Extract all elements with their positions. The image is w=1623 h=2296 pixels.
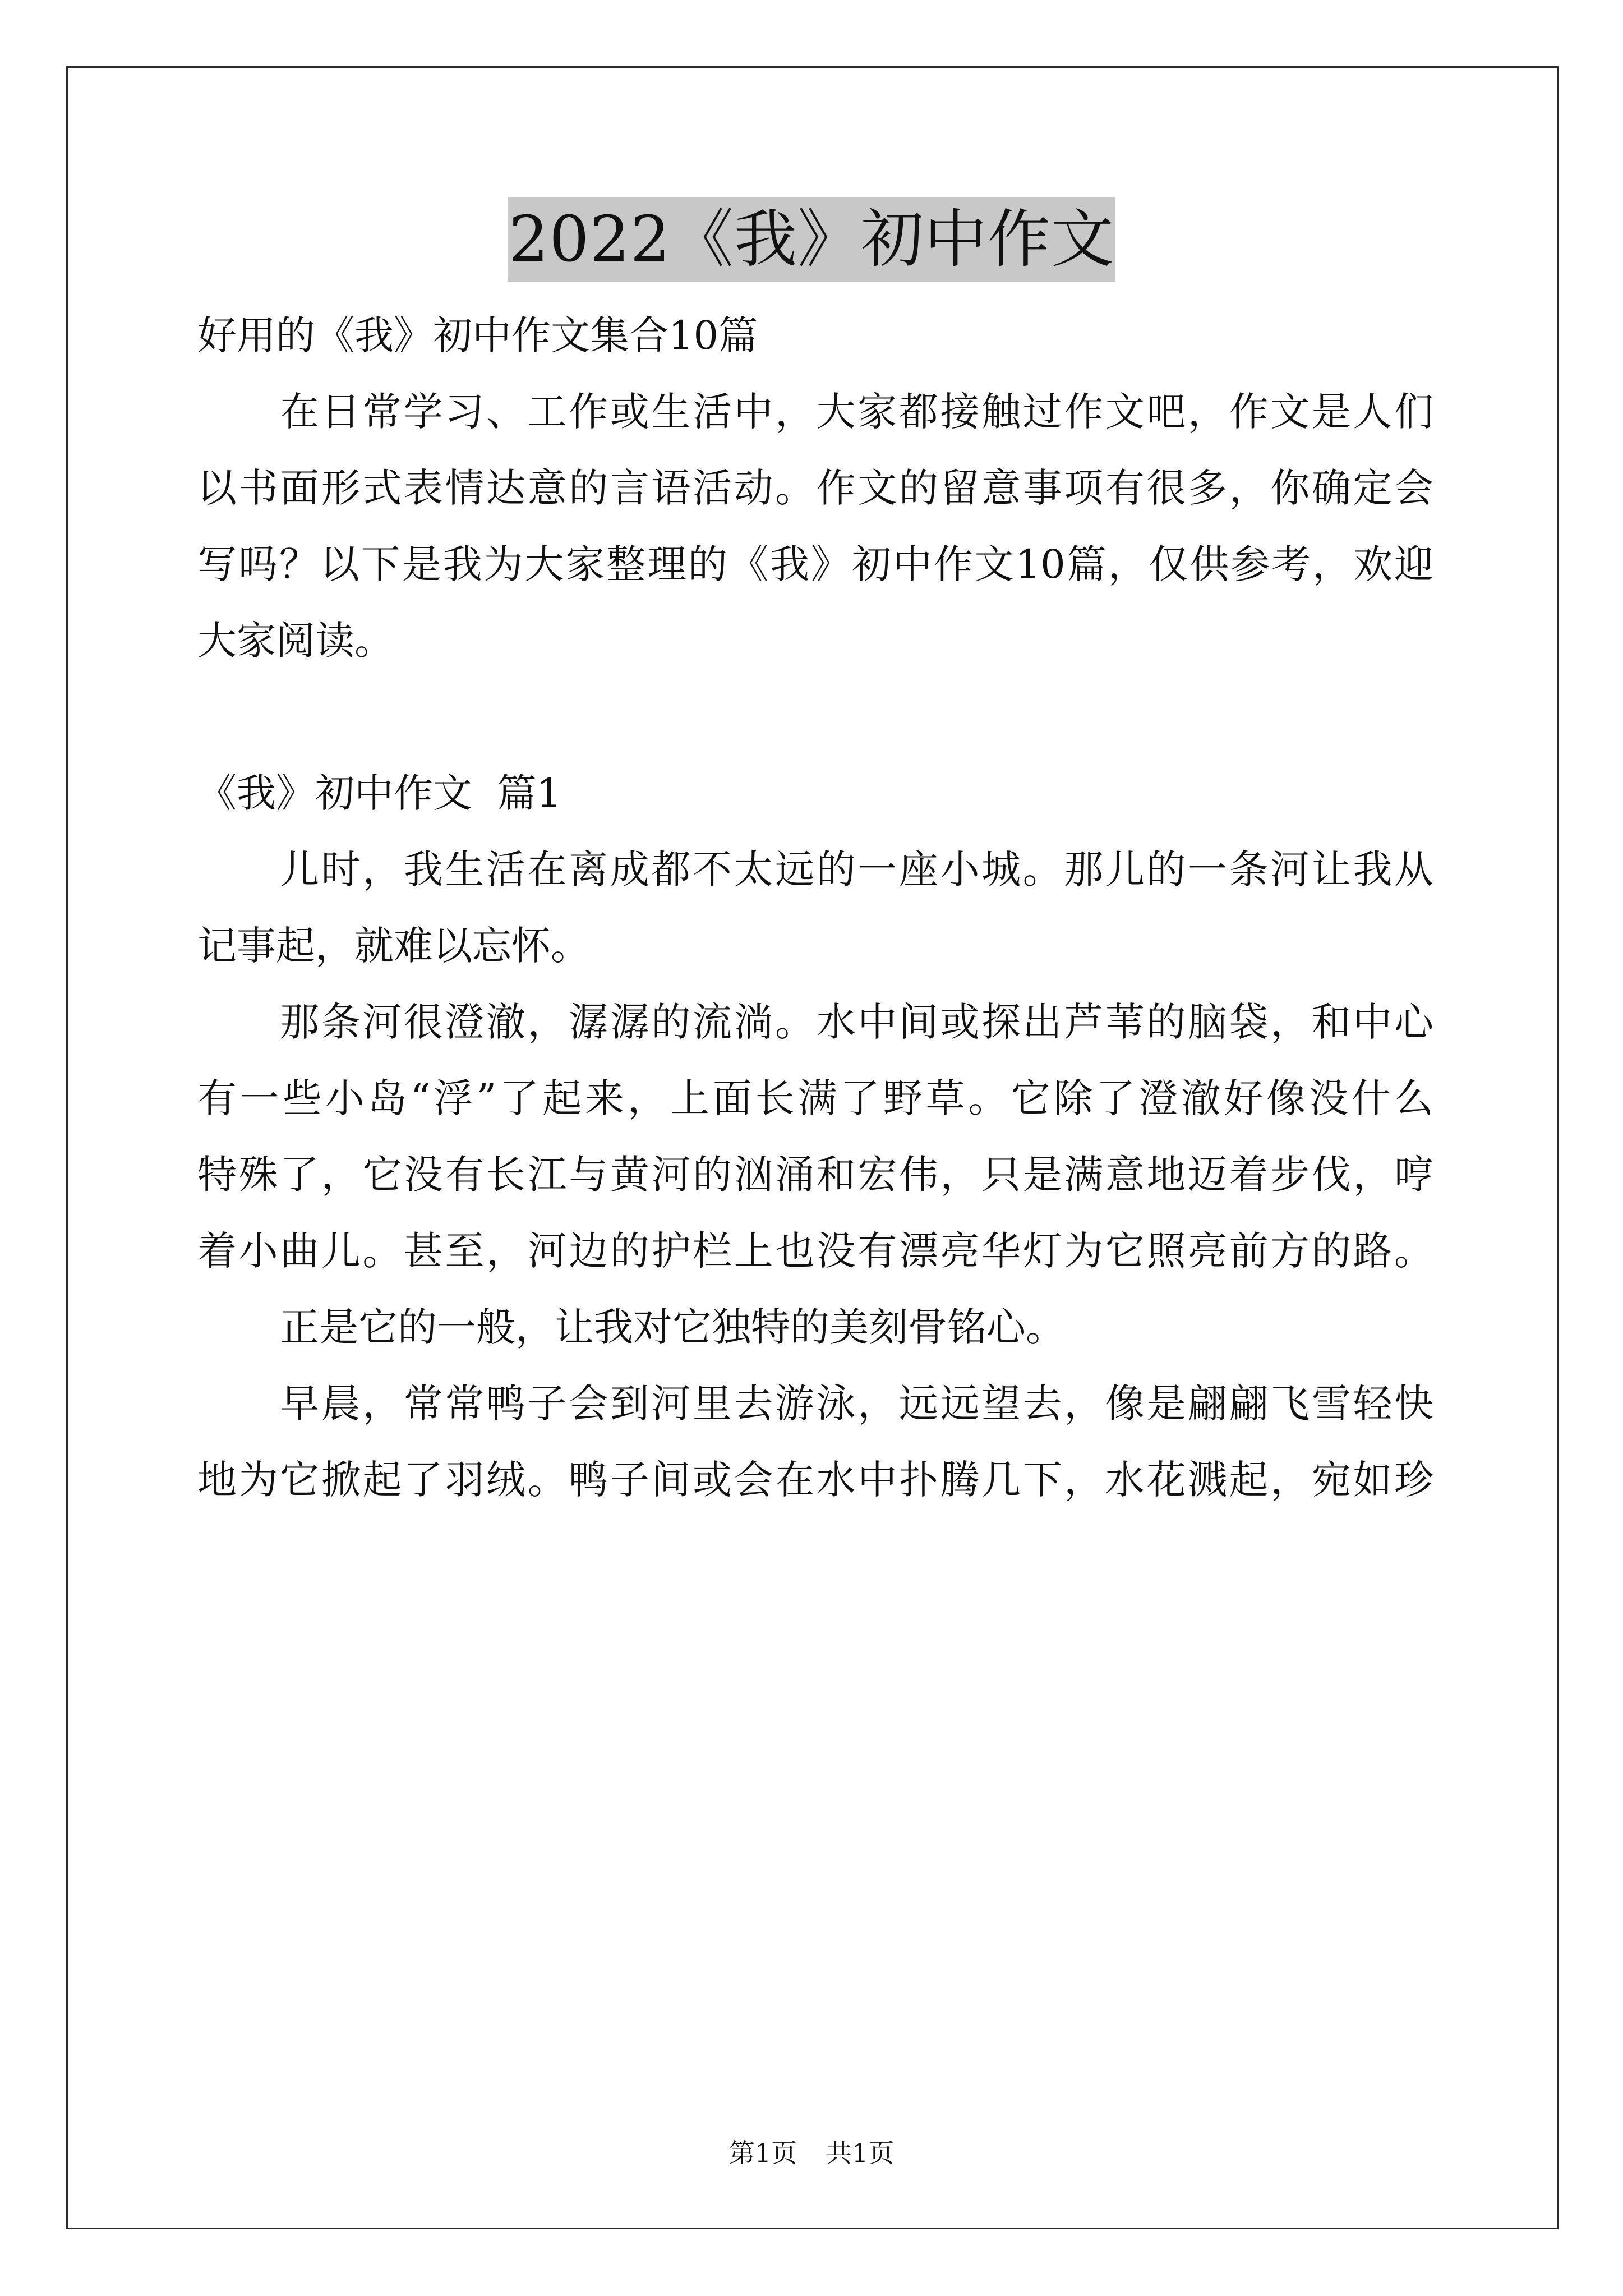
paragraph-line: 有一些小岛“浮”了起来，上面长满了野草。它除了澄澈好像没什么: [197, 1075, 1433, 1121]
paragraph-3: [197, 1289, 1433, 1365]
page-total: 共1页: [826, 2138, 895, 2168]
page-number: 第1页: [728, 2138, 797, 2168]
section-spacer: [197, 679, 1433, 755]
intro-line: 在日常学习、工作或生活中，大家都接触过作文吧，作文是人们: [280, 389, 1433, 435]
page-footer: [0, 2136, 1623, 2170]
intro-line: 写吗？以下是我为大家整理的《我》初中作文10篇，仅供参考，欢迎: [197, 541, 1433, 587]
paragraph-line: 儿时，我生活在离成都不太远的一座小城。那儿的一条河让我从: [280, 846, 1433, 892]
section-heading: 《我》初中作文 篇1: [197, 770, 562, 816]
paragraph-line: 着小曲儿。甚至，河边的护栏上也没有漂亮华灯为它照亮前方的路。: [197, 1228, 1433, 1274]
paragraph-line: 早晨，常常鸭子会到河里去游泳，远远望去，像是翩翩飞雪轻快: [280, 1381, 1433, 1427]
title-container: [0, 197, 1623, 282]
paragraph-line: 正是它的一般，让我对它独特的美刻骨铭心。: [280, 1304, 1065, 1350]
paragraph-2: [197, 984, 1433, 1289]
paragraph-line: 那条河很澄澈，潺潺的流淌。水中间或探出芦苇的脑袋，和中心: [280, 999, 1433, 1045]
paragraph-line: 特殊了，它没有长江与黄河的汹涌和宏伟，只是满意地迈着步伐，哼: [197, 1152, 1433, 1198]
paragraph-4: [197, 1365, 1433, 1518]
intro-line: 以书面形式表情达意的言语活动。作文的留意事项有很多，你确定会: [197, 465, 1433, 511]
document-title: 2022《我》初中作文: [508, 197, 1115, 282]
document-body: [197, 297, 1433, 1518]
paragraph-line: 记事起，就难以忘怀。: [197, 923, 590, 969]
intro-paragraph: [197, 374, 1433, 679]
paragraph-1: [197, 831, 1433, 984]
paragraph-line: 地为它掀起了羽绒。鸭子间或会在水中扑腾几下，水花溅起，宛如珍: [197, 1457, 1433, 1503]
intro-line: 大家阅读。: [197, 618, 394, 664]
document-subtitle: 好用的《我》初中作文集合10篇: [197, 312, 758, 358]
